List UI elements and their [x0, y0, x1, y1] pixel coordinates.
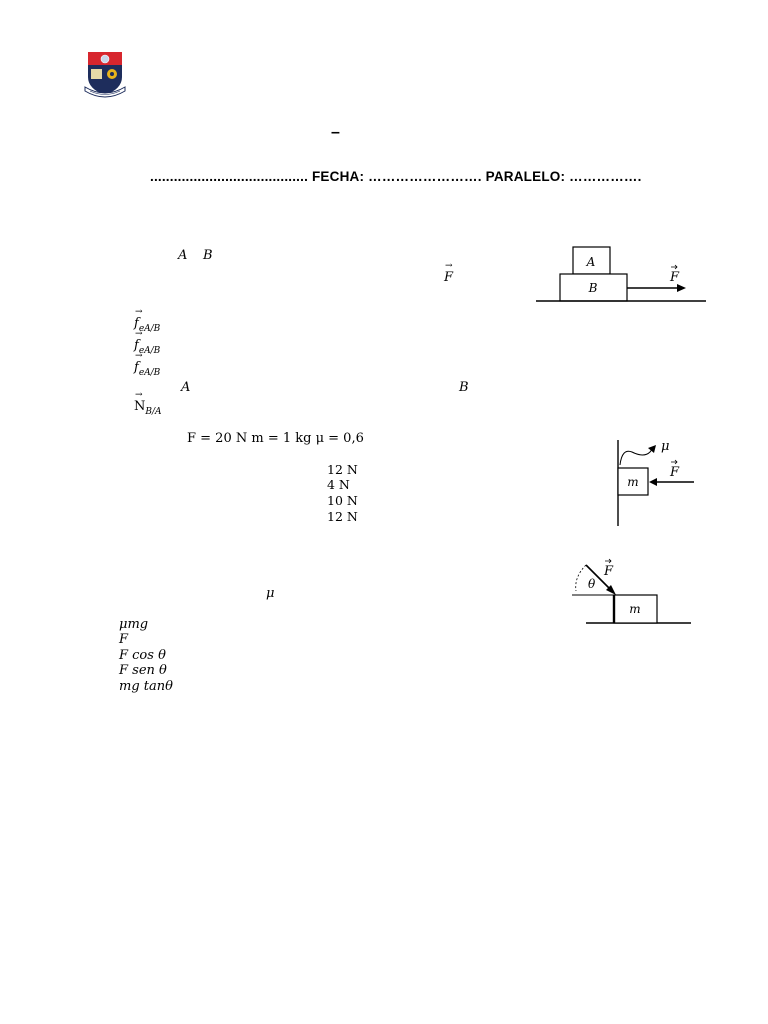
- q1-force-symbol: → F: [444, 270, 453, 285]
- arrow-head-icon: [648, 445, 656, 453]
- figure-block-wall: [608, 436, 700, 528]
- q3-option-5: mg tanθ: [119, 679, 173, 694]
- sub-e: e: [138, 346, 145, 356]
- sub-ab: A/B: [144, 346, 161, 356]
- q1-option-5: [134, 399, 162, 417]
- q2-option-4: 12 N: [327, 509, 358, 524]
- sub-ab: A/B: [144, 368, 161, 378]
- vector-f: → f: [134, 338, 139, 353]
- angle-arc: [576, 565, 586, 591]
- vector-arrow-icon: [671, 265, 677, 269]
- vector-n: → N: [134, 399, 145, 414]
- fig1-force-label: F: [670, 270, 680, 285]
- q3-option-2: F: [119, 632, 129, 647]
- q3-option-1: μmg: [119, 617, 149, 632]
- sub-ab: A/B: [144, 324, 161, 334]
- block-b-label: B: [588, 281, 598, 295]
- q1-option-3: [134, 360, 160, 378]
- header-line: ........................................ FECHA: ……………………. PARALELO: …………….: [150, 169, 642, 184]
- q3-option-4: F sen θ: [119, 663, 167, 678]
- block-a-label: A: [586, 255, 596, 269]
- theta-label: θ: [588, 577, 596, 591]
- title-dash: –: [331, 124, 341, 141]
- q3-mu: μ: [266, 586, 275, 601]
- crest-icon: [82, 49, 128, 101]
- vector-f: → f: [134, 360, 139, 375]
- q3-option-3: F cos θ: [119, 648, 166, 663]
- fig2-mu-label: μ: [661, 439, 670, 454]
- vector-f: → f: [134, 316, 139, 331]
- q2-option-2: 4 N: [327, 477, 350, 492]
- institution-logo: [82, 49, 128, 101]
- q2-option-3: 10 N: [327, 493, 358, 508]
- block-m-label: m: [629, 602, 641, 616]
- arrow-head-icon: [677, 284, 686, 292]
- figure-angled-push: [568, 557, 694, 629]
- q2-given: F = 20 N m = 1 kg μ = 0,6: [187, 431, 364, 446]
- figure-stacked-blocks: [533, 243, 709, 307]
- q1-var-a: A: [178, 248, 188, 263]
- arrow-head-icon: [649, 478, 657, 486]
- sub-e: e: [138, 368, 145, 378]
- vector-arrow-icon: [671, 460, 677, 464]
- q2-option-1: 12 N: [327, 462, 358, 477]
- sub-ba: B/A: [145, 407, 162, 417]
- mu-pointer-curve: [620, 448, 653, 465]
- q1-option-4-a: A: [181, 380, 191, 395]
- fig3-force-label: F: [604, 564, 614, 579]
- block-m-label: m: [627, 475, 639, 489]
- q1-var-b: B: [203, 248, 213, 263]
- sub-e: e: [138, 324, 145, 334]
- fig2-force-label: F: [670, 465, 680, 480]
- q1-option-4-b: B: [459, 380, 469, 395]
- vector-arrow-icon: [605, 559, 611, 563]
